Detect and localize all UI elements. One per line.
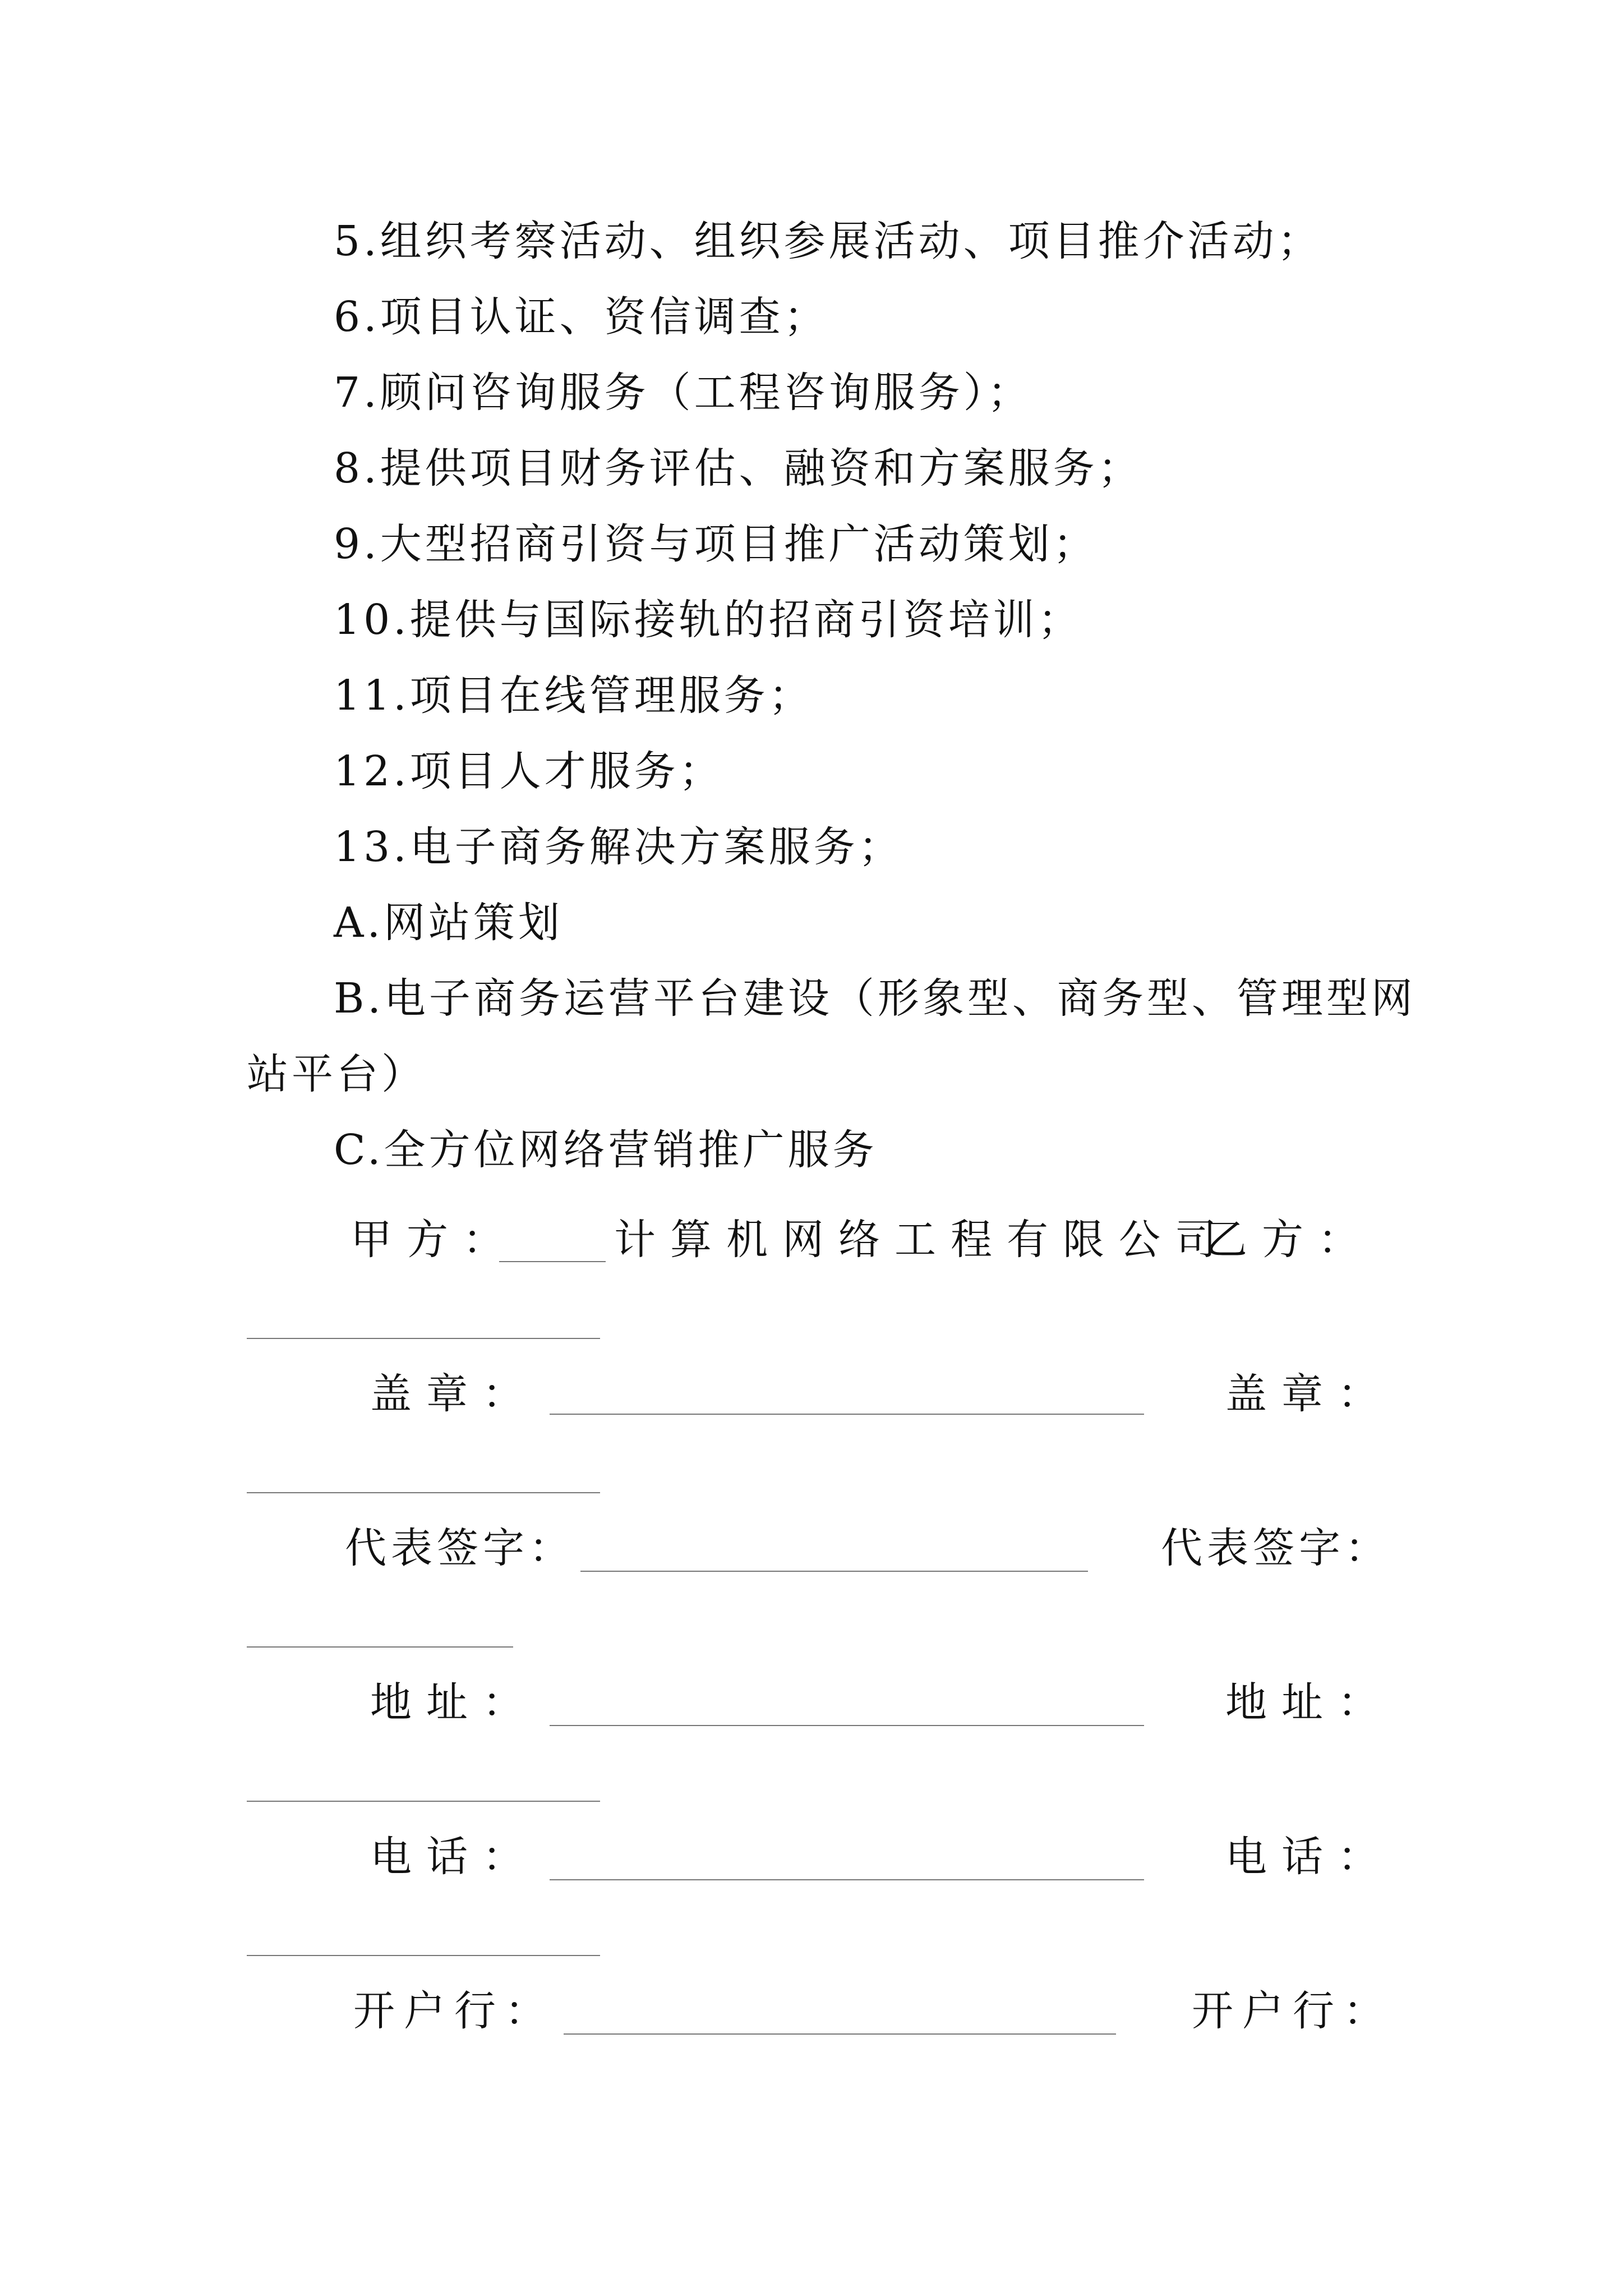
- party-a-seal-label: 盖章：: [370, 1370, 538, 1418]
- party-b-address-blank: [247, 1801, 600, 1802]
- party-a-blank: [499, 1261, 606, 1262]
- party-a-phone-blank: [550, 1879, 1144, 1880]
- service-item-11: 11.项目在线管理服务；: [334, 671, 814, 720]
- service-item-9: 9.大型招商引资与项目推广活动策划；: [334, 520, 1098, 568]
- party-a-label: 甲方：: [351, 1216, 519, 1264]
- party-b-rep-blank: [247, 1646, 513, 1648]
- party-b-blank: [247, 1338, 600, 1339]
- service-item-13: 13.电子商务解决方案服务；: [334, 823, 903, 871]
- party-b-address-label: 地址：: [1225, 1678, 1394, 1727]
- party-b-phone-blank: [247, 1955, 600, 1956]
- party-a-address-blank: [550, 1725, 1144, 1726]
- service-item-10: 10.提供与国际接轨的招商引资培训；: [334, 596, 1083, 644]
- party-b-phone-label: 电话：: [1225, 1833, 1394, 1881]
- party-a-bank-label: 开户行：: [353, 1987, 555, 2035]
- party-b-seal-label: 盖章：: [1225, 1370, 1394, 1418]
- service-item-8: 8.提供项目财务评估、融资和方案服务；: [334, 444, 1143, 493]
- sub-item-a: A.网站策划: [334, 899, 563, 947]
- sub-item-b: B.电子商务运营平台建设（形象型、商务型、管理型网: [334, 974, 1416, 1023]
- service-item-7: 7.顾问咨询服务（工程咨询服务）；: [334, 369, 1032, 417]
- party-a-phone-label: 电话：: [370, 1833, 538, 1881]
- party-b-bank-label: 开户行：: [1192, 1987, 1394, 2035]
- party-b-rep-label: 代表签字：: [1161, 1524, 1391, 1572]
- party-b-seal-blank: [247, 1492, 600, 1493]
- party-a-address-label: 地址：: [370, 1678, 538, 1727]
- party-a-name: 计算机网络工程有限公司: [614, 1216, 1231, 1264]
- sub-item-c: C.全方位网络营销推广服务: [334, 1126, 878, 1174]
- party-a-bank-blank: [564, 2033, 1116, 2035]
- party-b-label: 乙方：: [1206, 1216, 1374, 1264]
- service-item-12: 12.项目人才服务；: [334, 747, 724, 795]
- service-item-6: 6.项目认证、资信调查；: [334, 293, 829, 341]
- party-a-seal-blank: [550, 1414, 1144, 1415]
- party-a-rep-blank: [580, 1571, 1088, 1572]
- service-item-5: 5.组织考察活动、组织参展活动、项目推介活动；: [334, 217, 1322, 265]
- party-a-rep-label: 代表签字：: [345, 1524, 575, 1572]
- sub-item-b-continued: 站平台）: [247, 1050, 426, 1098]
